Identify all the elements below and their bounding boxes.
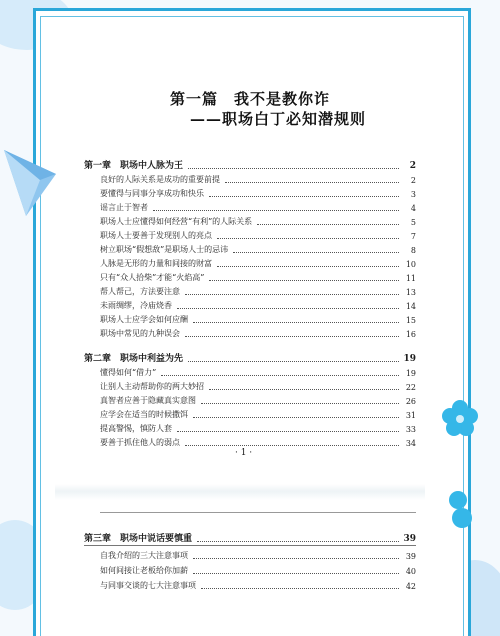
- page-ref: 19: [405, 369, 416, 378]
- toc-entry[interactable]: [100, 270, 416, 283]
- entry-title: 职场人士应学会如何应酬: [100, 315, 188, 324]
- leader-dots: [209, 389, 399, 390]
- toc-entry[interactable]: [100, 379, 416, 392]
- leader-dots: [161, 375, 399, 376]
- toc-entry[interactable]: [100, 242, 416, 255]
- leader-dots: [193, 573, 399, 574]
- leader-dots: [217, 266, 399, 267]
- page-ref: 26: [405, 397, 416, 406]
- page-tear: [55, 484, 425, 500]
- leader-dots: [201, 588, 399, 589]
- leader-dots: [209, 196, 399, 197]
- flower-icon: [448, 490, 474, 530]
- part-subtitle: ——职场白丁必知潜规则: [190, 110, 367, 128]
- toc-entry[interactable]: [100, 407, 416, 420]
- entry-title: 职场人士要善于发现别人的亮点: [100, 231, 212, 240]
- toc-entry[interactable]: [100, 200, 416, 213]
- entry-title: 如何间接让老板给你加薪: [100, 566, 188, 575]
- leader-dots: [153, 210, 399, 211]
- page-ref: 40: [405, 567, 416, 576]
- entry-title: 良好的人际关系是成功的重要前提: [100, 175, 220, 184]
- page-ref: 3: [410, 190, 416, 199]
- entry-title: 谣言止于智者: [100, 203, 148, 212]
- page-ref: 7: [410, 232, 416, 241]
- entry-title: 真智者应善于隐藏真实意图: [100, 396, 196, 405]
- page-ref: 34: [405, 439, 416, 448]
- entry-title: 应学会在适当的时候撒饵: [100, 410, 188, 419]
- toc-entry[interactable]: [100, 563, 416, 576]
- toc-entry[interactable]: [100, 228, 416, 241]
- toc-chapter[interactable]: [84, 350, 416, 364]
- leader-dots: [225, 182, 399, 183]
- flower-icon: [442, 400, 478, 436]
- leader-dots: [201, 403, 399, 404]
- entry-title: 自我介绍的三大注意事项: [100, 551, 188, 560]
- entry-title: 要懂得与同事分享成功和快乐: [100, 189, 204, 198]
- leader-dots: [209, 280, 399, 281]
- entry-title: 与同事交谈的七大注意事项: [100, 581, 196, 590]
- toc-entry[interactable]: [100, 393, 416, 406]
- leader-dots: [197, 541, 399, 542]
- page-ref: 19: [403, 354, 416, 364]
- leader-dots: [185, 294, 399, 295]
- page-ref: 13: [405, 288, 416, 297]
- entry-title: 懂得如何“借力”: [100, 368, 157, 377]
- entry-title: 职场中常见的九种误会: [100, 329, 180, 338]
- leader-dots: [193, 322, 399, 323]
- entry-title: 人脉是无形的力量和间接的财富: [100, 259, 212, 268]
- part-title: 第一篇 我不是教你诈: [170, 90, 331, 108]
- toc-entry[interactable]: [100, 186, 416, 199]
- leader-dots: [177, 308, 399, 309]
- toc-chapter[interactable]: [84, 157, 416, 171]
- toc-chapter[interactable]: [84, 530, 416, 544]
- entry-title: 要善于抓住他人的弱点: [100, 438, 180, 447]
- chapter-title: 第三章 职场中说话要慎重: [84, 534, 193, 544]
- page-ref: 31: [405, 411, 416, 420]
- toc-entry[interactable]: [100, 214, 416, 227]
- page-ref: 2: [409, 161, 416, 171]
- toc-entry[interactable]: [100, 298, 416, 311]
- page-ref: 39: [405, 552, 416, 561]
- toc-entry[interactable]: [100, 172, 416, 185]
- divider: [100, 512, 416, 513]
- chapter-title: 第一章 职场中人脉为王: [84, 161, 184, 171]
- page-ref: 10: [405, 260, 416, 269]
- page-ref: 39: [403, 534, 416, 544]
- toc-entry[interactable]: [100, 256, 416, 269]
- chapter-title: 第二章 职场中利益为先: [84, 354, 184, 364]
- leader-dots: [193, 558, 399, 559]
- leader-dots: [188, 168, 399, 169]
- page-ref: 15: [405, 316, 416, 325]
- leader-dots: [217, 238, 399, 239]
- page-ref: 33: [405, 425, 416, 434]
- page-ref: 8: [410, 246, 416, 255]
- page-ref: 16: [405, 330, 416, 339]
- paper-plane-icon: [0, 140, 60, 220]
- entry-title: 未雨绸缪，冷庙烧香: [100, 301, 172, 310]
- leader-dots: [188, 361, 399, 362]
- leader-dots: [233, 252, 399, 253]
- entry-title: 让别人主动帮助你的两大妙招: [100, 382, 204, 391]
- leader-dots: [257, 224, 399, 225]
- toc-entry[interactable]: [100, 421, 416, 434]
- entry-title: 提高警惕，慎防人套: [100, 424, 172, 433]
- entry-title: 职场人士应懂得如何经营“有利”的人际关系: [100, 217, 253, 226]
- page-ref: 4: [410, 204, 416, 213]
- toc-entry[interactable]: [100, 578, 416, 591]
- entry-title: 只有“众人拾柴”才能“火焰高”: [100, 273, 205, 282]
- page-ref: 22: [405, 383, 416, 392]
- leader-dots: [177, 431, 399, 432]
- leader-dots: [185, 336, 399, 337]
- entry-title: 树立职场“假想敌”是职场人士的忌讳: [100, 245, 229, 254]
- entry-title: 帮人帮己，方法要注意: [100, 287, 180, 296]
- toc-entry[interactable]: [100, 365, 416, 378]
- page-ref: 42: [405, 582, 416, 591]
- page-ref: 5: [410, 218, 416, 227]
- toc-entry[interactable]: [100, 284, 416, 297]
- page-ref: 2: [410, 176, 416, 185]
- toc-entry[interactable]: [100, 548, 416, 561]
- page-ref: 11: [405, 274, 416, 283]
- leader-dots: [185, 445, 399, 446]
- divider: [84, 545, 416, 546]
- toc-entry[interactable]: [100, 435, 416, 448]
- leader-dots: [193, 417, 399, 418]
- toc-entry[interactable]: [100, 326, 416, 339]
- toc-entry[interactable]: [100, 312, 416, 325]
- page-ref: 14: [405, 302, 416, 311]
- page-number: · 1 ·: [235, 448, 253, 458]
